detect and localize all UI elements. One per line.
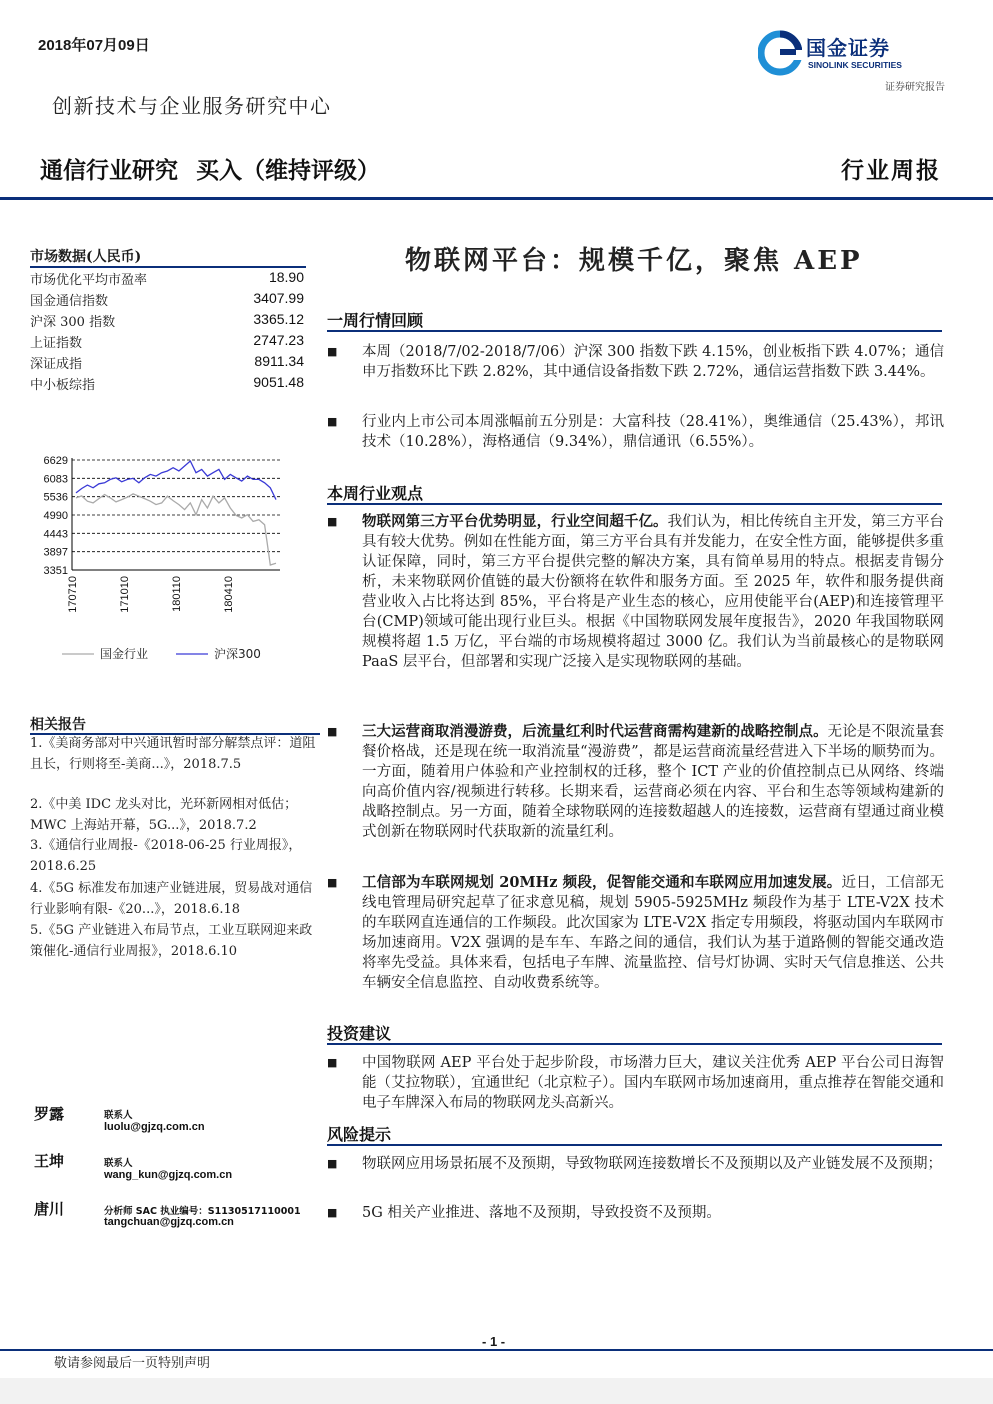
market-row-value: 18.90 bbox=[268, 269, 304, 285]
bullet-text bbox=[362, 512, 944, 672]
bullet-square-icon: ■ bbox=[327, 415, 338, 428]
related-report-item[interactable]: 4.《5G 标准发布加速产业链进展，贸易战对通信行业影响有限-《20...》，2018.6.18 bbox=[30, 881, 313, 917]
report-series: 证券研究报告 bbox=[885, 82, 945, 93]
footer-divider bbox=[0, 1349, 993, 1351]
research-center-name: 创新技术与企业服务研究中心 bbox=[52, 94, 332, 118]
brand-logo bbox=[758, 30, 948, 76]
market-row bbox=[30, 290, 306, 311]
section-heading-investment bbox=[327, 1021, 942, 1044]
bullet-body: 无论是不限流量套餐价格战，还是现在统一取消流量“漫游费”，都是运营商流量经营进入下半场的顺势而为。一方面，随着用户体验和产业控制权的迁移，整个 ICT 产业的价值控制点已从网络、终端向高价值内容/视频进行转移。长期来看，运营商必须在内容、平台和生态等领域构建新的战略控制点。另一方面，随着全球物联网的连接数超越人的连接数，运营商有望通过商业模式创新在物联网时代获取新的流量红利。 bbox=[362, 724, 944, 840]
bullet-square-icon: ■ bbox=[327, 515, 338, 528]
bullet-body: 我们认为，相比传统自主开发，第三方平台具有较大优势。例如在性能方面，第三方平台具有并发能力，在安全性方面，能够提供多重认证保障，同时，第三方平台提供完整的解决方案，具有简单易用的特点。根据麦肯锡分析，未来物联网价值链的最大份额将在软件和服务方面。至 2025 年，软件和服务提供商营业收入占比将达到 85%，平台将是产业生态的核心，应用使能平台(AEP)和连接管理平台(CMP)领域可能出现行业巨头。根据《中国物联网发展年度报告》，2020 年我国物联网规模将超 1.5 万亿，平台端的市场规模将超过 3000 亿。我们认为当前最核心的是物联网 PaaS 层平台，但部署和实现广泛接入是实现物联网的基础。 bbox=[362, 514, 944, 670]
market-row bbox=[30, 374, 306, 395]
section-divider bbox=[327, 503, 942, 505]
analyst-name: 唐川 bbox=[34, 1200, 65, 1218]
bullet-paragraph bbox=[327, 873, 944, 993]
section-divider bbox=[327, 1043, 942, 1045]
analyst-email[interactable]: luolu@gjzq.com.cn bbox=[104, 1121, 205, 1133]
chart-y-tick-label: 5536 bbox=[43, 491, 68, 504]
section-heading-risk bbox=[327, 1122, 942, 1145]
market-row-label: 中小板综指 bbox=[30, 378, 96, 393]
bullet-text: 本周（2018/7/02-2018/7/06）沪深 300 指数下跌 4.15%，创业板指下跌 4.07%；通信申万指数环比下跌 2.82%，其中通信设备指数下跌 2.72%，通信运营指数下跌 3.44%。 bbox=[362, 344, 944, 380]
bullet-text: 5G 相关产业推进、落地不及预期，导致投资不及预期。 bbox=[362, 1205, 721, 1221]
section-heading-text: 本周行业观点 bbox=[327, 484, 424, 503]
page-number: - 1 - bbox=[482, 1334, 506, 1349]
bullet-square-icon: ■ bbox=[327, 345, 338, 358]
industry-rating-line bbox=[40, 152, 398, 185]
bullet-text bbox=[362, 722, 944, 842]
market-row bbox=[30, 353, 306, 374]
header-divider bbox=[0, 197, 993, 200]
market-row bbox=[30, 332, 306, 353]
bullet-text bbox=[362, 873, 944, 993]
bullet-text: 行业内上市公司本周涨幅前五分别是：大富科技（28.41%），奥维通信（25.43%），邦讯技术（10.28%），海格通信（9.34%），鼎信通讯（6.55%）。 bbox=[362, 414, 944, 450]
market-row-value: 3407.99 bbox=[253, 290, 304, 306]
market-row-label: 沪深 300 指数 bbox=[30, 315, 116, 330]
analyst-role: 分析师 SAC 执业编号：S1130517110001 bbox=[104, 1206, 301, 1217]
market-row-value: 8911.34 bbox=[254, 353, 304, 369]
chart-x-tick-label: 170710 bbox=[67, 576, 79, 613]
sinolink-logo-icon bbox=[758, 30, 802, 76]
chart-y-tick-label: 3897 bbox=[43, 546, 68, 559]
bullet-square-icon: ■ bbox=[327, 1157, 338, 1170]
chart-series-line bbox=[76, 494, 276, 565]
bullet-square-icon: ■ bbox=[327, 725, 338, 738]
related-report-item[interactable]: 1.《美商务部对中兴通讯暂时部分解禁点评：道阻且长，行则将至-美商...》，2018.7.5 bbox=[30, 736, 316, 772]
related-report-item[interactable]: 3.《通信行业周报-《2018-06-25 行业周报》，2018.6.25 bbox=[30, 838, 302, 874]
brand-name-en: SINOLINK SECURITIES bbox=[808, 60, 902, 70]
report-title: 物联网平台：规模千亿，聚焦 AEP bbox=[405, 246, 863, 276]
bullet-square-icon: ■ bbox=[327, 1206, 338, 1219]
section-heading-text: 风险提示 bbox=[327, 1125, 392, 1144]
bullet-text: 物联网应用场景拓展不及预期，导致物联网连接数增长不及预期以及产业链发展不及预期； bbox=[362, 1156, 942, 1172]
chart-x-tick-label: 171010 bbox=[119, 576, 131, 613]
market-row-value: 9051.48 bbox=[253, 374, 304, 390]
rating-label: 买入（维持评级） bbox=[196, 158, 380, 184]
market-row-label: 深证成指 bbox=[30, 357, 83, 372]
market-data-divider bbox=[30, 266, 306, 268]
section-heading-weekly-review bbox=[327, 308, 942, 331]
chart-x-tick-label: 180410 bbox=[223, 576, 235, 613]
section-heading-text: 投资建议 bbox=[327, 1024, 392, 1043]
chart-y-tick-label: 6629 bbox=[43, 455, 68, 467]
related-report-item[interactable]: 5.《5G 产业链进入布局节点，工业互联网迎来政策催化-通信行业周报》，2018.6.10 bbox=[30, 923, 313, 959]
market-row bbox=[30, 269, 306, 290]
bullet-lead: 物联网第三方平台优势明显，行业空间超千亿。 bbox=[362, 513, 668, 530]
bullet-paragraph bbox=[327, 1154, 944, 1174]
report-type: 行业周报 bbox=[841, 158, 941, 184]
section-divider bbox=[327, 330, 942, 332]
market-row-value: 2747.23 bbox=[253, 332, 304, 348]
bullet-lead: 工信部为车联网规划 20MHz 频段，促智能交通和车联网应用加速发展。 bbox=[362, 874, 842, 891]
market-data-title: 市场数据(人民币) bbox=[30, 249, 142, 265]
chart-series-line bbox=[76, 461, 276, 500]
chart-legend-label: 沪深300 bbox=[214, 647, 261, 661]
report-date: 2018年07月09日 bbox=[38, 37, 150, 54]
related-report-item[interactable]: 2.《中美 IDC 龙头对比，光环新网相对低估；MWC 上海站开幕，5G...》，2018.7.2 bbox=[30, 797, 298, 833]
market-row bbox=[30, 311, 306, 332]
analyst-role: 联系人 bbox=[104, 1158, 133, 1169]
chart-legend-label: 国金行业 bbox=[100, 647, 149, 661]
footer-band bbox=[0, 1378, 993, 1404]
analyst-email[interactable]: tangchuan@gjzq.com.cn bbox=[104, 1216, 234, 1228]
market-row-label: 市场优化平均市盈率 bbox=[30, 273, 148, 288]
industry-name: 通信行业研究 bbox=[40, 158, 178, 184]
bullet-paragraph bbox=[327, 512, 944, 672]
bullet-paragraph bbox=[327, 722, 944, 842]
market-row-value: 3365.12 bbox=[253, 311, 304, 327]
bullet-paragraph bbox=[327, 342, 944, 382]
bullet-paragraph bbox=[327, 1053, 944, 1113]
chart-y-tick-label: 4443 bbox=[43, 528, 68, 541]
related-reports-title: 相关报告 bbox=[30, 717, 86, 733]
market-row-label: 上证指数 bbox=[30, 336, 83, 351]
index-trend-chart bbox=[28, 446, 308, 676]
bullet-paragraph bbox=[327, 1203, 944, 1223]
bullet-body: 近日，工信部无线电管理局研究起草了征求意见稿，规划 5905-5925MHz 频段作为基于 LTE-V2X 技术的车联网直连通信的工作频段。此次国家为 LTE-V2X 指定专用频段，将驱动国内车联网市场加速商用。V2X 强调的是车车、车路之间的通信，我们认为基于道路侧的智能交通改造将率先受益。具体来看，包括电子车牌、流量监控、信号灯协调、实时天气信息推送、公共车辆安全信息监控、自动收费系统等。 bbox=[362, 875, 944, 991]
analyst-role: 联系人 bbox=[104, 1110, 133, 1121]
section-heading-industry-view bbox=[327, 481, 942, 504]
analyst-email[interactable]: wang_kun@gjzq.com.cn bbox=[104, 1169, 233, 1181]
chart-x-tick-label: 180110 bbox=[171, 576, 183, 612]
market-row-label: 国金通信指数 bbox=[30, 294, 109, 309]
section-heading-text: 一周行情回顾 bbox=[327, 311, 424, 330]
analyst-name: 罗露 bbox=[34, 1105, 65, 1123]
bullet-square-icon: ■ bbox=[327, 876, 338, 889]
chart-y-tick-label: 6083 bbox=[43, 473, 68, 486]
bullet-text: 中国物联网 AEP 平台处于起步阶段，市场潜力巨大，建议关注优秀 AEP 平台公司日海智能（艾拉物联），宜通世纪（北京粒子）。国内车联网市场加速商用，重点推荐在智能交通和电子车牌深入布局的物联网龙头高新兴。 bbox=[362, 1055, 944, 1111]
analyst-name: 王坤 bbox=[34, 1152, 65, 1170]
bullet-square-icon: ■ bbox=[327, 1056, 338, 1069]
brand-name-cn: 国金证券 bbox=[806, 36, 890, 60]
disclaimer-note: 敬请参阅最后一页特别声明 bbox=[54, 1356, 211, 1371]
chart-y-tick-label: 3351 bbox=[43, 565, 68, 577]
chart-y-tick-label: 4990 bbox=[43, 510, 68, 522]
bullet-lead: 三大运营商取消漫游费，后流量红利时代运营商需构建新的战略控制点。 bbox=[362, 723, 828, 740]
section-divider bbox=[327, 1144, 942, 1146]
bullet-paragraph bbox=[327, 412, 944, 452]
